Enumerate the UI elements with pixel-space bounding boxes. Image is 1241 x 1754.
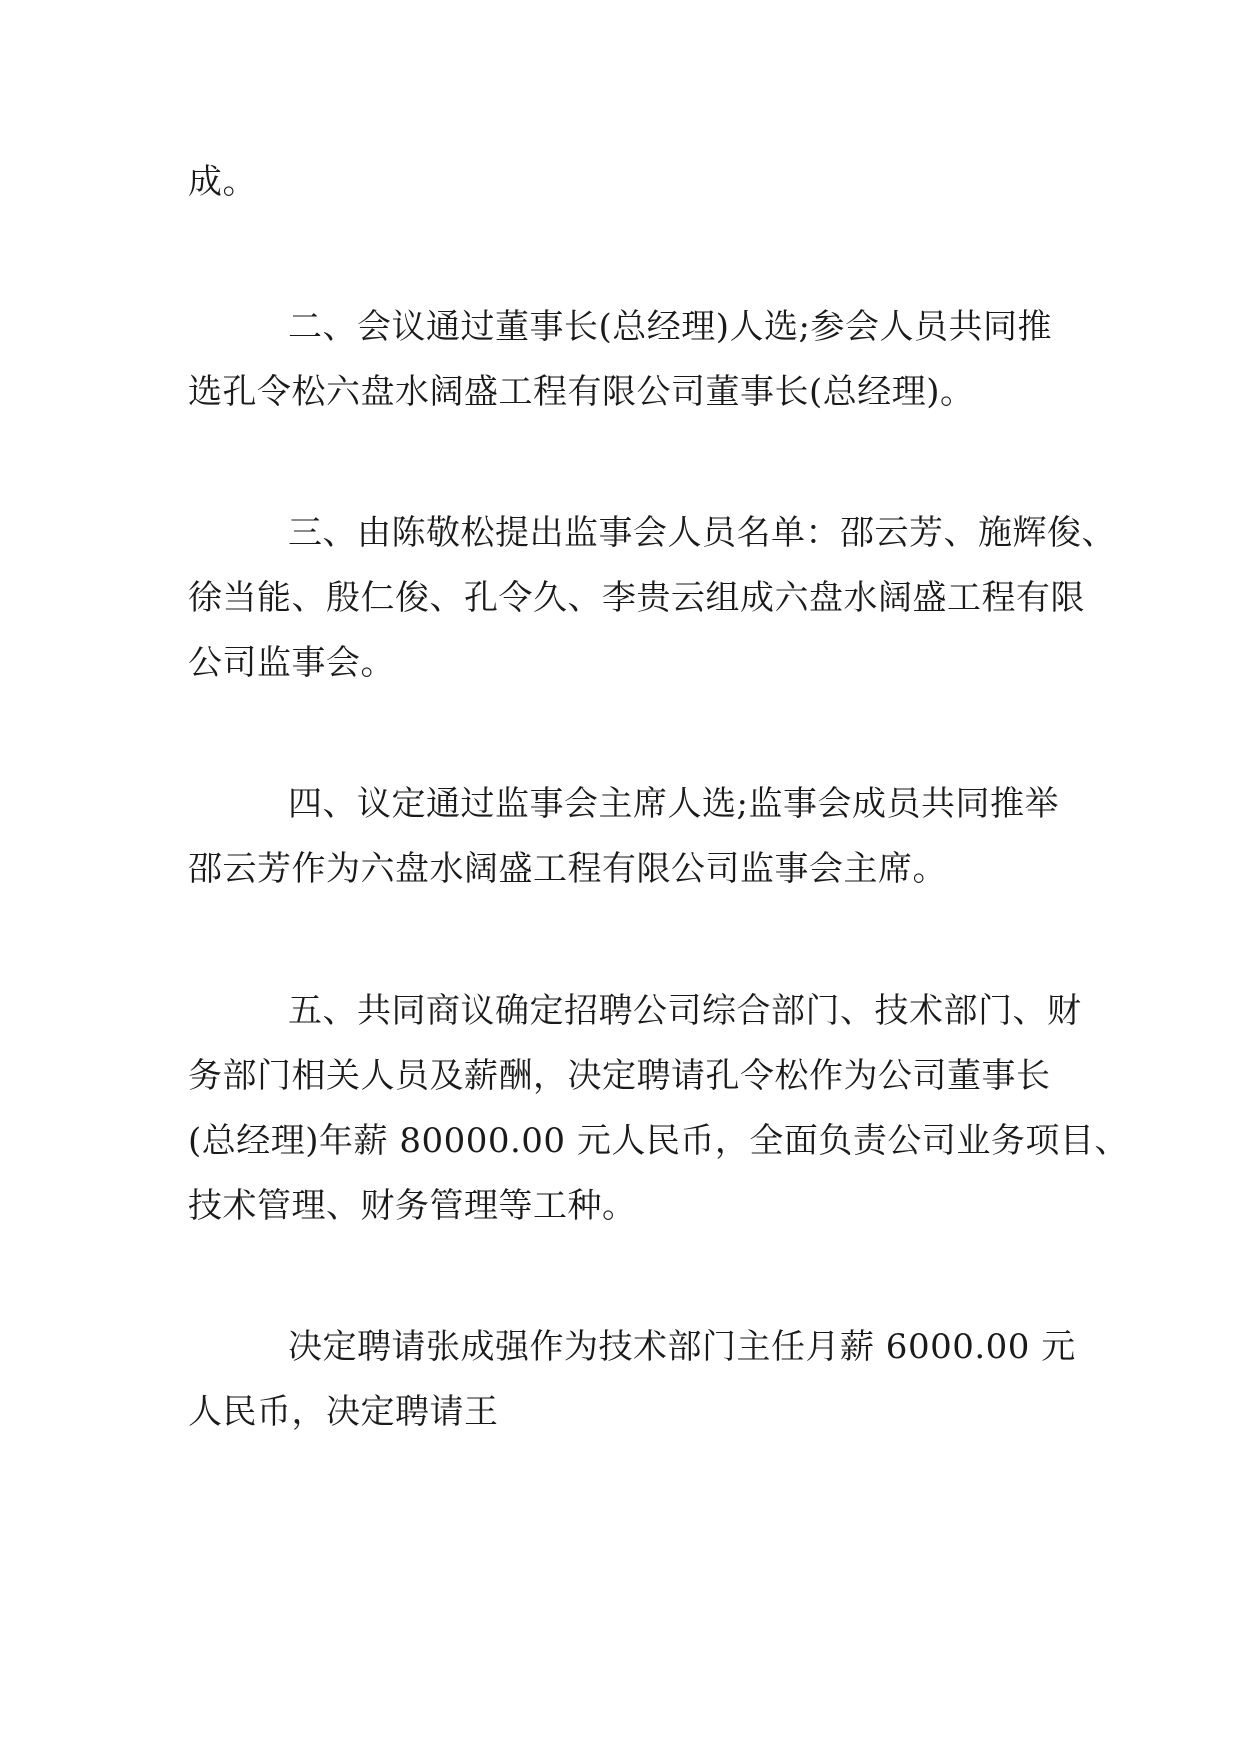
- text-line: (总经理)年薪 80000.00 元人民币，全面负责公司业务项目、: [188, 1121, 1129, 1161]
- text-line: 四、议定通过监事会主席人选;监事会成员共同推举: [288, 784, 1059, 824]
- text-line: 邵云芳作为六盘水阔盛工程有限公司监事会主席。: [188, 849, 947, 889]
- text-line: 徐当能、殷仁俊、孔令久、李贵云组成六盘水阔盛工程有限: [188, 578, 1085, 618]
- paragraph-item-4: [188, 772, 1059, 902]
- text-line: 技术管理、财务管理等工种。: [188, 1186, 637, 1226]
- text-line: 成。: [188, 162, 257, 202]
- paragraph-item-5: [188, 979, 1129, 1239]
- text-line: 务部门相关人员及薪酬，决定聘请孔令松作为公司董事长: [188, 1056, 1051, 1096]
- paragraph-item-3: [188, 501, 1116, 696]
- text-line: 二、会议通过董事长(总经理)人选;参会人员共同推: [288, 307, 1052, 347]
- text-line: 人民币，决定聘请王: [188, 1392, 499, 1432]
- text-line: 公司监事会。: [188, 643, 395, 683]
- text-line: 选孔令松六盘水阔盛工程有限公司董事长(总经理)。: [188, 372, 975, 412]
- paragraph-appointment: [188, 1315, 1076, 1445]
- paragraph-continuation: [188, 150, 1054, 215]
- text-line: 决定聘请张成强作为技术部门主任月薪 6000.00 元: [288, 1327, 1076, 1367]
- text-line: 三、由陈敬松提出监事会人员名单：邵云芳、施辉俊、: [288, 513, 1116, 553]
- paragraph-item-2: [188, 295, 1054, 425]
- text-line: 五、共同商议确定招聘公司综合部门、技术部门、财: [288, 991, 1082, 1031]
